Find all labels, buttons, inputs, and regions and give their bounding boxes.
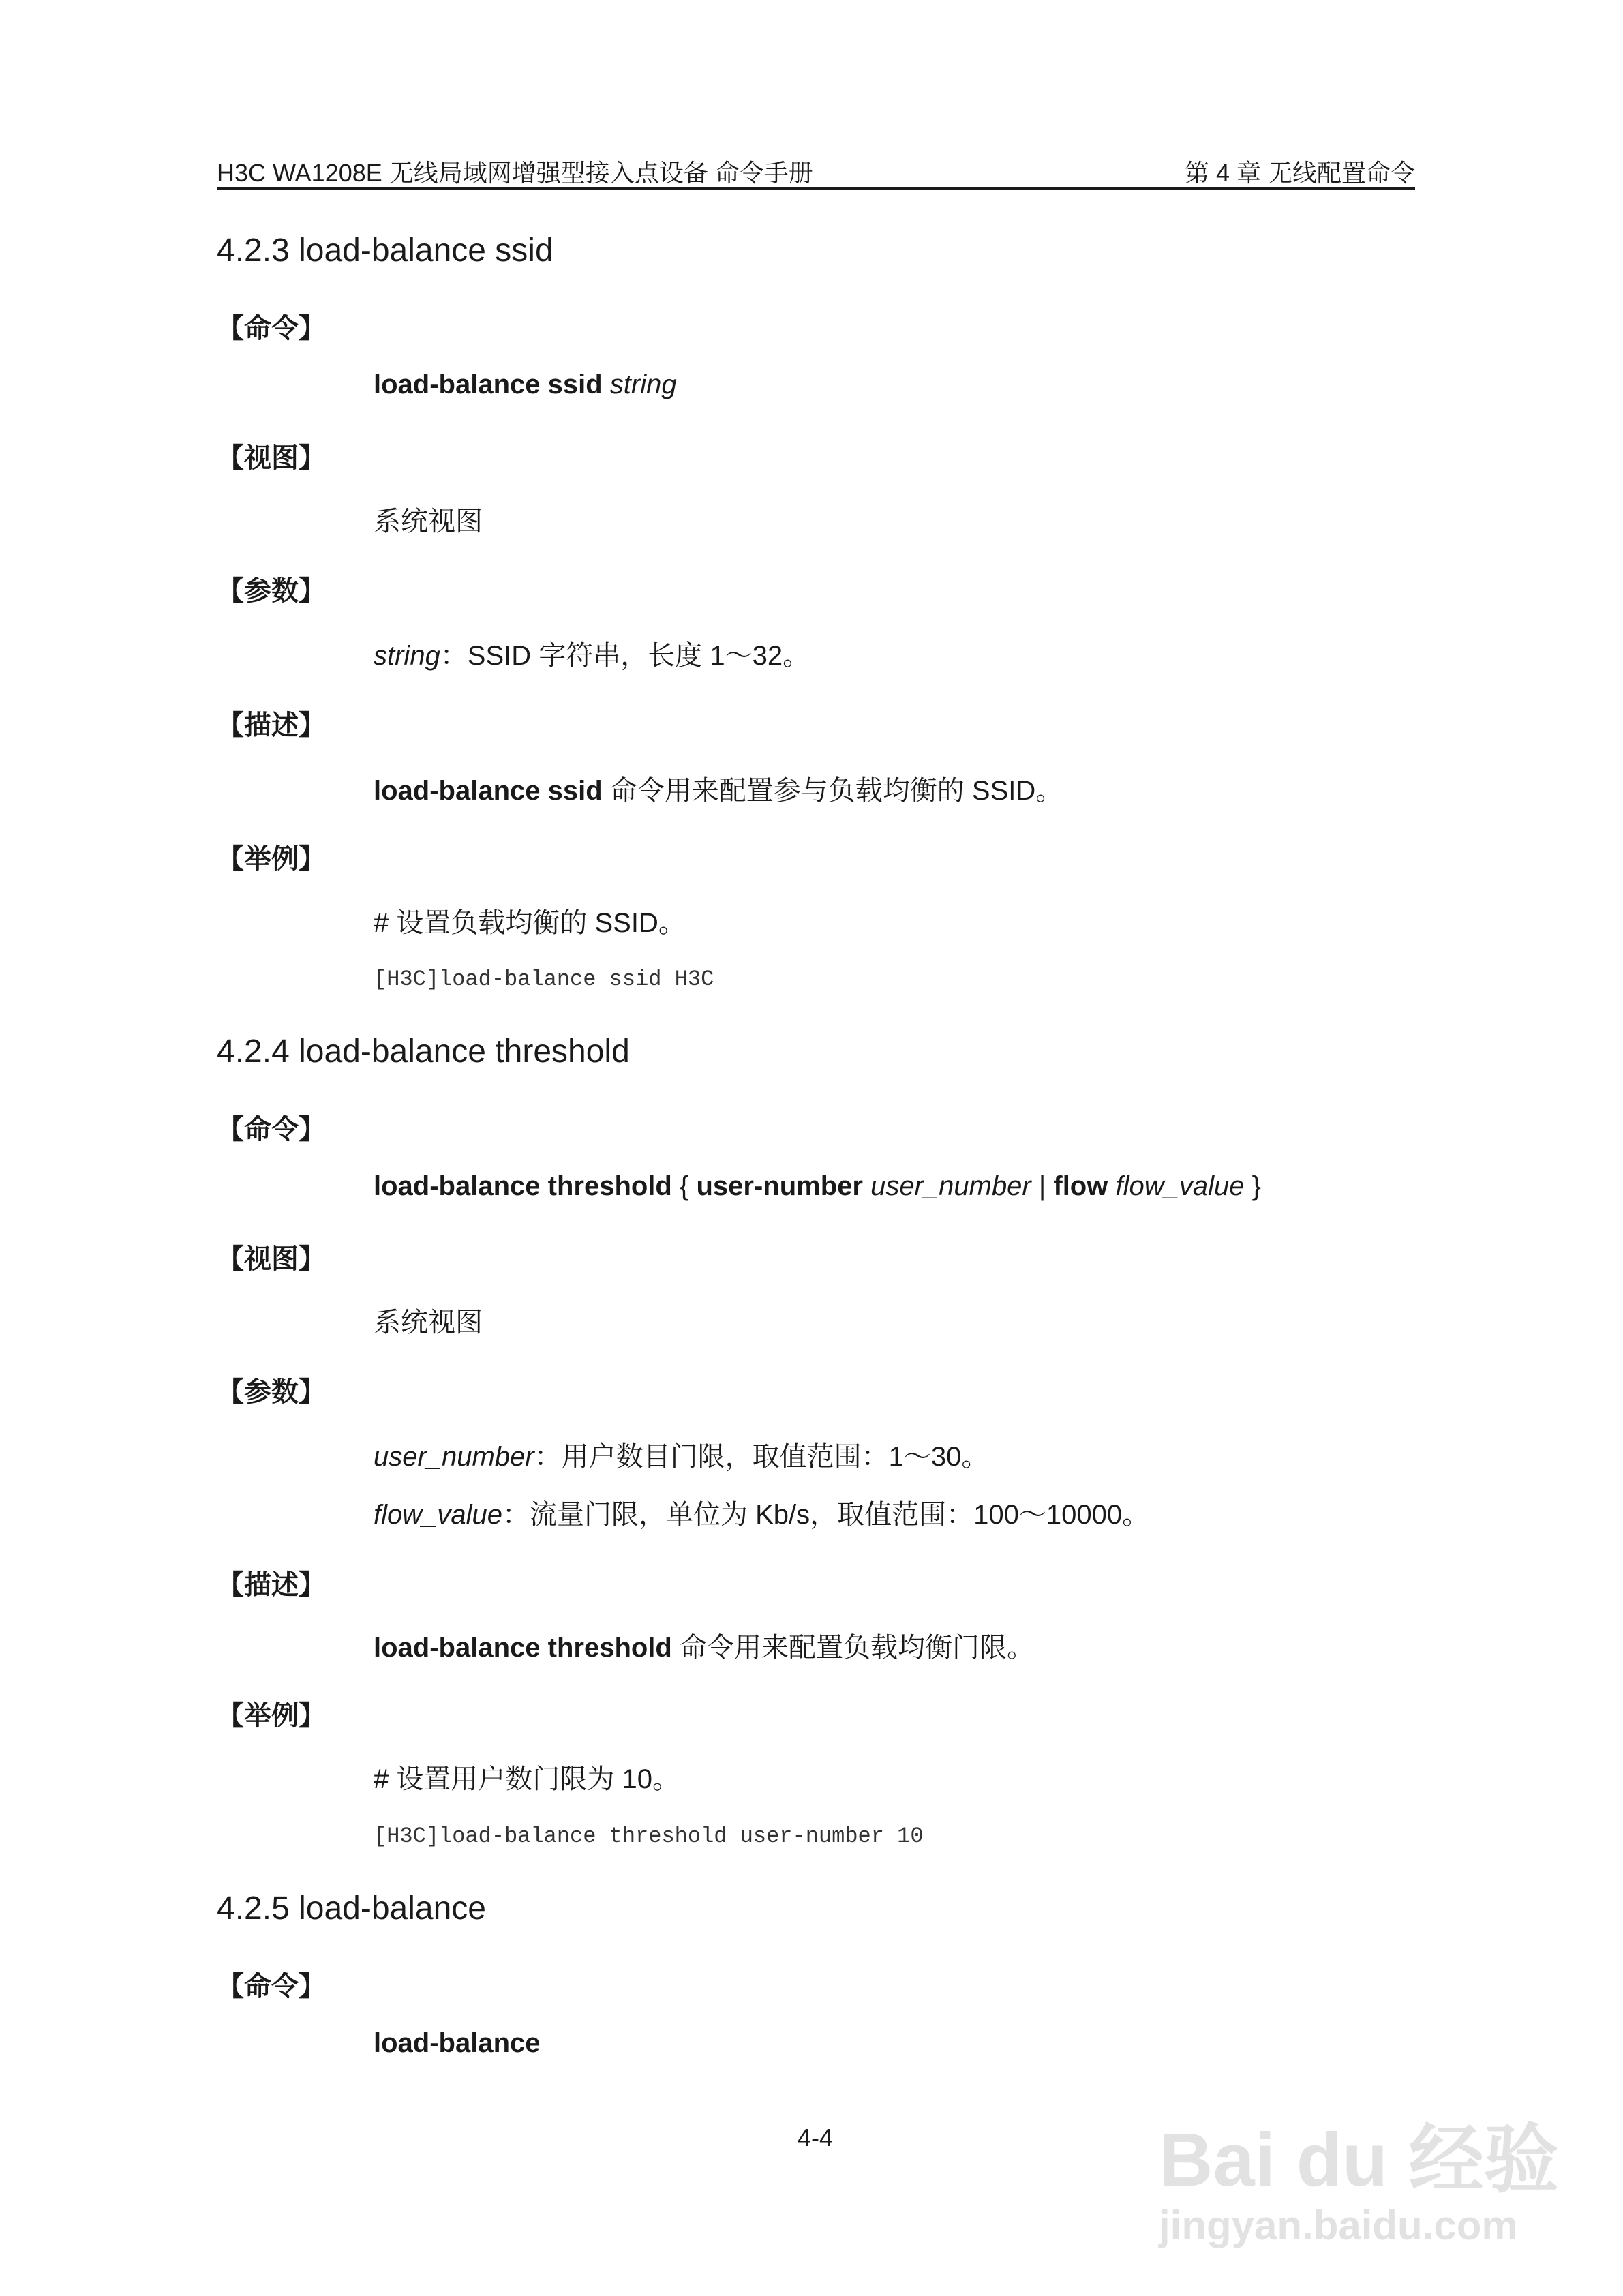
section-title-425: 4.2.5 load-balance (217, 1890, 486, 1927)
label-params: 【参数】 (217, 1377, 326, 1407)
baidu-jingyan-watermark: Bai du 经验 (1159, 2118, 1559, 2202)
label-params: 【参数】 (217, 576, 326, 606)
section-title-423: 4.2.3 load-balance ssid (217, 232, 553, 269)
label-desc: 【描述】 (217, 1570, 326, 1600)
label-command: 【命令】 (217, 1972, 326, 2002)
label-example: 【举例】 (217, 1701, 326, 1731)
example-text: # 设置用户数门限为 10。 (374, 1764, 680, 1794)
label-command: 【命令】 (217, 314, 326, 344)
example-code: [H3C]load-balance threshold user-number 10 (374, 1824, 924, 1849)
desc-text: load-balance ssid 命令用来配置参与负载均衡的 SSID。 (374, 776, 1063, 806)
page-number: 4-4 (798, 2124, 834, 2151)
label-view: 【视图】 (217, 1244, 326, 1274)
running-header-title: H3C WA1208E 无线局域网增强型接入点设备 命令手册 (217, 159, 813, 187)
section-title-424: 4.2.4 load-balance threshold (217, 1033, 630, 1070)
header-rule (217, 187, 1415, 190)
command-syntax: load-balance (374, 2028, 541, 2058)
desc-text: load-balance threshold 命令用来配置负载均衡门限。 (374, 1633, 1034, 1663)
label-command: 【命令】 (217, 1115, 326, 1145)
param-line: user_number：用户数目门限，取值范围：1～30。 (374, 1442, 989, 1472)
label-view: 【视图】 (217, 443, 326, 473)
param-line: flow_value：流量门限，单位为 Kb/s，取值范围：100～10000。 (374, 1500, 1150, 1530)
example-text: # 设置负载均衡的 SSID。 (374, 908, 686, 938)
watermark-url: jingyan.baidu.com (1159, 2203, 1518, 2248)
param-line: string：SSID 字符串，长度 1～32。 (374, 641, 810, 671)
running-header-chapter: 第 4 章 无线配置命令 (1184, 159, 1415, 187)
view-text: 系统视图 (374, 507, 483, 537)
label-desc: 【描述】 (217, 710, 326, 740)
command-syntax: load-balance ssid string (374, 369, 677, 399)
label-example: 【举例】 (217, 844, 326, 874)
view-text: 系统视图 (374, 1308, 483, 1338)
command-syntax: load-balance threshold { user-number user_number | flow flow_value } (374, 1171, 1261, 1201)
example-code: [H3C]load-balance ssid H3C (374, 967, 714, 992)
